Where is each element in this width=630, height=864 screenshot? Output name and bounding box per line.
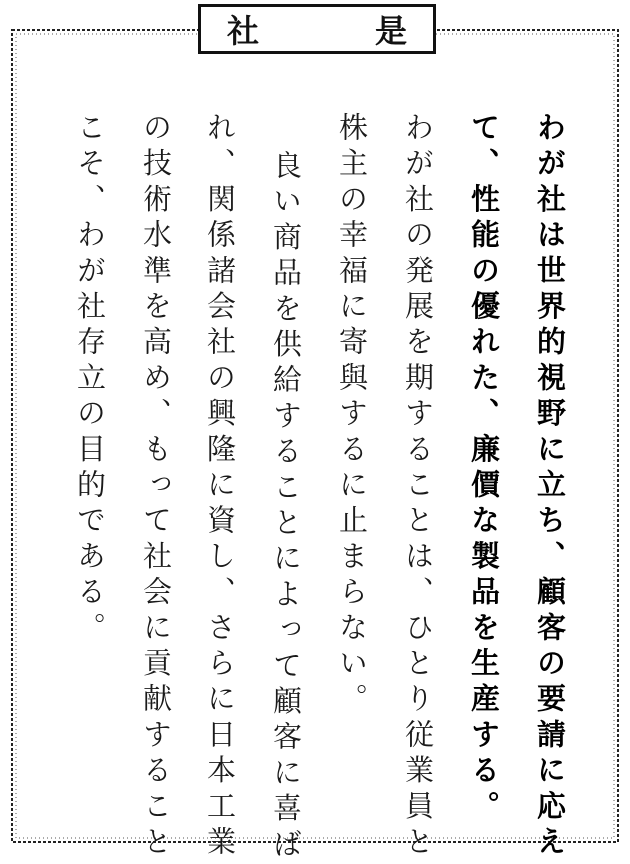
motto-line-3: わが社の発展を期することは、ひとり従業員と [401, 112, 435, 862]
title-char-right: 是 [374, 12, 407, 50]
page-title [198, 4, 436, 54]
title-char-left: 社 [227, 12, 260, 50]
motto-line-6: れ、関係諸会社の興隆に資し、さらに日本工業 [203, 112, 237, 862]
motto-line-8: こそ、わが社存立の目的である。 [73, 112, 107, 648]
motto-line-2: て、性能の優れた、廉價な製品を生産する。 [467, 112, 501, 826]
motto-line-4: 株主の幸福に寄與するに止まらない。 [335, 112, 369, 719]
motto-line-7: の技術水準を高め、もって社会に貢献すること [139, 112, 173, 862]
motto-line-1: わが社は世界的視野に立ち、顧客の要請に応え [533, 112, 567, 862]
motto-line-5: 良い商品を供給することによって顧客に喜ば [269, 150, 303, 864]
